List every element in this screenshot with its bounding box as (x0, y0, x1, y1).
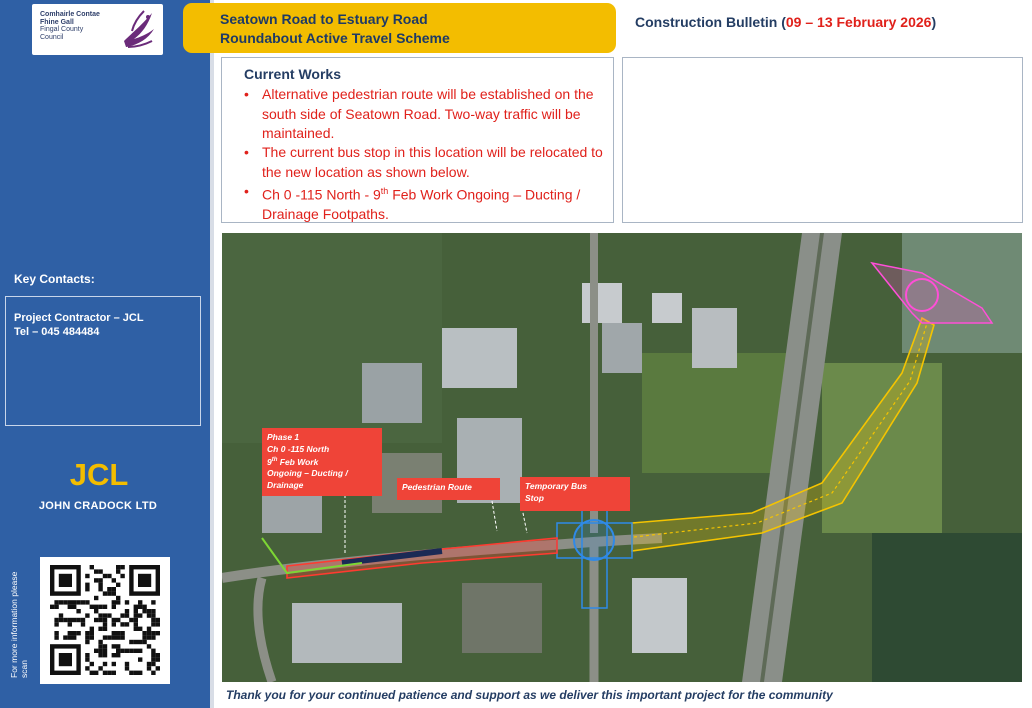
works-item-text: The current bus stop in this location will be relocated to the new location as shown below. (262, 144, 603, 180)
pedestrian-route-callout (397, 478, 500, 500)
green-space (642, 353, 792, 473)
phase1-date-pre: 9 (267, 456, 272, 467)
contractor-phone[interactable]: Tel – 045 484484 (14, 326, 100, 338)
footer-note: Thank you for your continued patience and support as we deliver this important project for the community (226, 688, 833, 702)
qr-caption: For more information please scan (9, 571, 29, 678)
bird-emblem-icon (118, 7, 158, 52)
seatown-roundabout (574, 520, 614, 560)
works-item-text (244, 182, 614, 225)
temporary-bus-stop-callout (520, 477, 630, 511)
works-item-text-sup: th (380, 186, 389, 196)
council-name-english-1: Fingal County (40, 26, 84, 33)
industrial-building (602, 323, 642, 373)
temporary-bus-stop-label: Temporary Bus Stop (525, 481, 588, 503)
phase1-date-sup: th (271, 457, 278, 463)
council-logo (32, 4, 163, 55)
phase1-chainage: Ch 0 -115 North (267, 443, 330, 454)
council-name-irish-1: Comhairle Contae (40, 11, 100, 18)
bulletin-heading (635, 14, 936, 30)
industrial-building (292, 603, 402, 663)
scheme-title-line-1: Seatown Road to Estuary Road (220, 11, 428, 27)
works-item (244, 182, 614, 225)
jcl-logo-icon (68, 457, 130, 491)
bullet-icon: • (244, 86, 249, 102)
works-item (244, 143, 604, 182)
site-map[interactable] (222, 233, 1022, 682)
bullet-icon: • (244, 144, 249, 160)
current-works-box (221, 57, 614, 223)
qr-code[interactable] (40, 557, 170, 684)
industrial-building (442, 328, 517, 388)
car-park (462, 583, 542, 653)
bulletin-close: ) (931, 14, 937, 30)
contact-box (5, 296, 201, 426)
contractor-name: Project Contractor – JCL (14, 312, 144, 324)
works-item-text-post: Feb Work Ongoing – Ducting / Drainage Footpaths. (262, 186, 581, 223)
phase1-status-2: Drainage (267, 479, 304, 490)
phase1-title: Phase 1 (267, 432, 300, 442)
works-item-text: Alternative pedestrian route will be established on the south side of Seatown Road. Two-way traffic will be maintained. (262, 86, 594, 141)
works-item (244, 85, 604, 144)
bulletin-label: Construction Bulletin ( (635, 14, 786, 30)
scheme-title-badge (183, 3, 616, 53)
council-logo-text (40, 11, 110, 41)
council-name-english-2: Council (40, 33, 64, 41)
sidebar-edge (210, 0, 214, 708)
phase1-callout (262, 428, 382, 496)
qr-code-icon (40, 557, 170, 684)
scheme-title-line-2: Roundabout Active Travel Scheme (220, 30, 450, 46)
jcl-logo-mark: JCL (69, 457, 129, 491)
phase1-date-post: Feb Work (277, 456, 319, 467)
industrial-building (632, 578, 687, 653)
current-works-title: Current Works (244, 66, 341, 82)
industrial-building (652, 293, 682, 323)
industrial-building (692, 308, 737, 368)
bullet-icon: • (244, 183, 249, 199)
grass-field (822, 363, 942, 533)
field-area (872, 533, 1022, 682)
industrial-building (362, 363, 422, 423)
phase1-date (267, 455, 377, 468)
works-item-text-pre: Ch 0 -115 North - 9 (262, 186, 381, 203)
bulletin-dates: 09 – 13 February 2026 (785, 14, 932, 30)
industrial-building (582, 283, 622, 323)
council-name-irish-2: Fhine Gall (40, 18, 74, 26)
phase1-status: Ongoing – Ducting / (267, 468, 348, 479)
contractor-company-name: JOHN CRADOCK LTD (38, 500, 158, 512)
blank-panel (622, 57, 1023, 223)
pedestrian-route-label: Pedestrian Route (402, 482, 472, 492)
key-contacts-heading: Key Contacts: (14, 272, 95, 286)
